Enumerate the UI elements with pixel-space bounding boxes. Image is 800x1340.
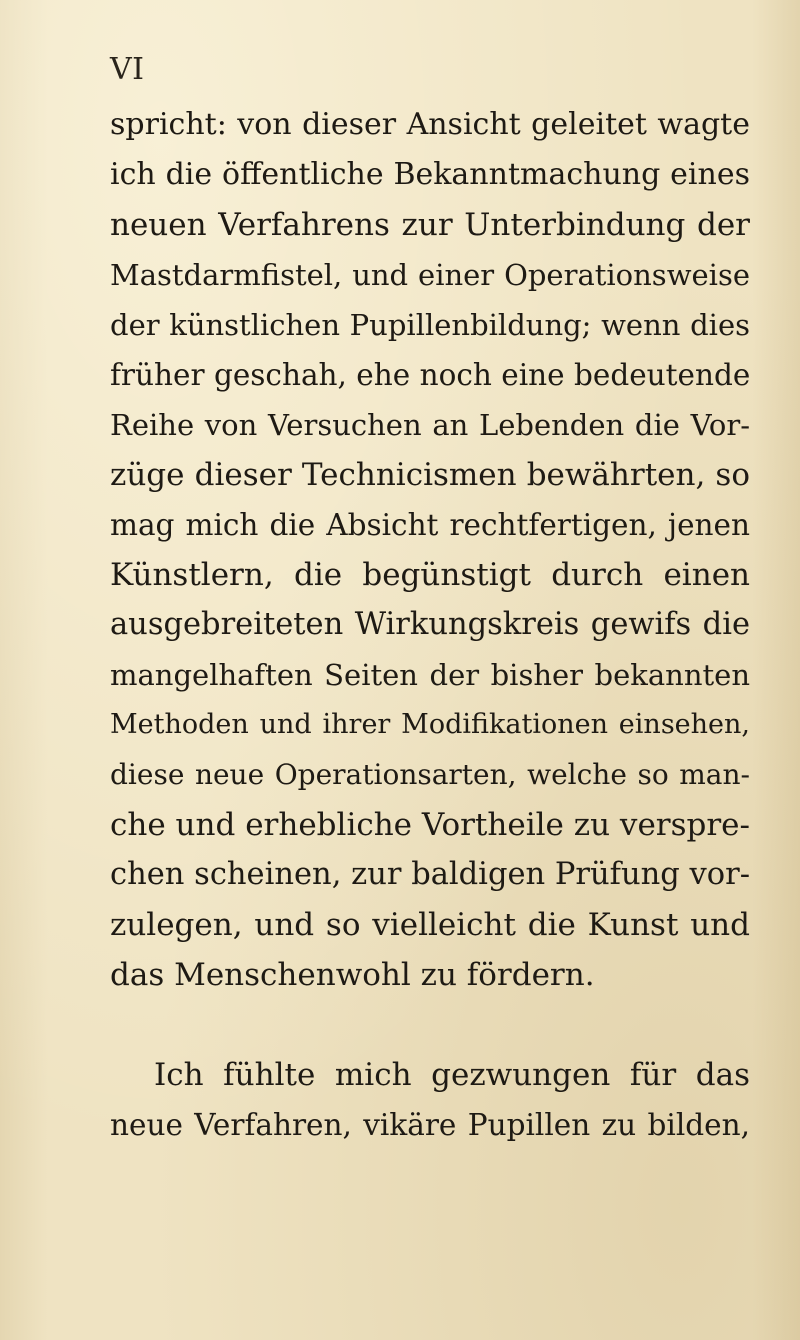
text-line: früher geschah, ehe noch eine bedeutende: [110, 358, 751, 392]
text-line: Reihe von Versuchen an Lebenden die Vor-: [110, 408, 750, 442]
text-line: ich die öffentliche Bekanntmachung eines: [110, 157, 750, 192]
text-line: ausgebreiteten Wirkungskreis gewifs die: [110, 607, 750, 642]
paragraph-spacer: [110, 1000, 750, 1050]
text-line: Methoden und ihrer Modifikationen einsehen,: [110, 709, 750, 740]
text-line: spricht: von dieser Ansicht geleitet wagte: [110, 107, 750, 142]
text-line: diese neue Operationsarten, welche so man-: [110, 758, 750, 791]
text-line: Ich fühlte mich gezwungen für das: [154, 1057, 750, 1093]
text-line: der künstlichen Pupillenbildung; wenn dies: [110, 308, 750, 342]
text-line: Mastdarmfistel, und einer Operationsweise: [110, 258, 750, 292]
text-line: neue Verfahren, vikäre Pupillen zu bilden,: [110, 1108, 750, 1142]
body-text: [110, 100, 750, 1150]
text-line: chen scheinen, zur baldigen Prüfung vor-: [110, 857, 750, 892]
paragraph-1: [110, 100, 750, 1000]
text-line: neuen Verfahrens zur Unterbindung der: [110, 207, 750, 243]
text-line: mangelhaften Seiten der bisher bekannten: [110, 658, 750, 692]
text-line: züge dieser Technicismen bewährten, so: [110, 457, 750, 493]
paragraph-2: [110, 1050, 750, 1150]
text-line: mag mich die Absicht rechtfertigen, jenen: [110, 508, 750, 542]
text-line: Künstlern, die begünstigt durch einen: [110, 557, 750, 593]
text-line: das Menschenwohl zu fördern.: [110, 957, 595, 993]
text-line: zulegen, und so vielleicht die Kunst und: [110, 907, 750, 943]
page-number: VI: [110, 52, 145, 87]
text-line: che und erhebliche Vortheile zu verspre-: [110, 807, 750, 843]
